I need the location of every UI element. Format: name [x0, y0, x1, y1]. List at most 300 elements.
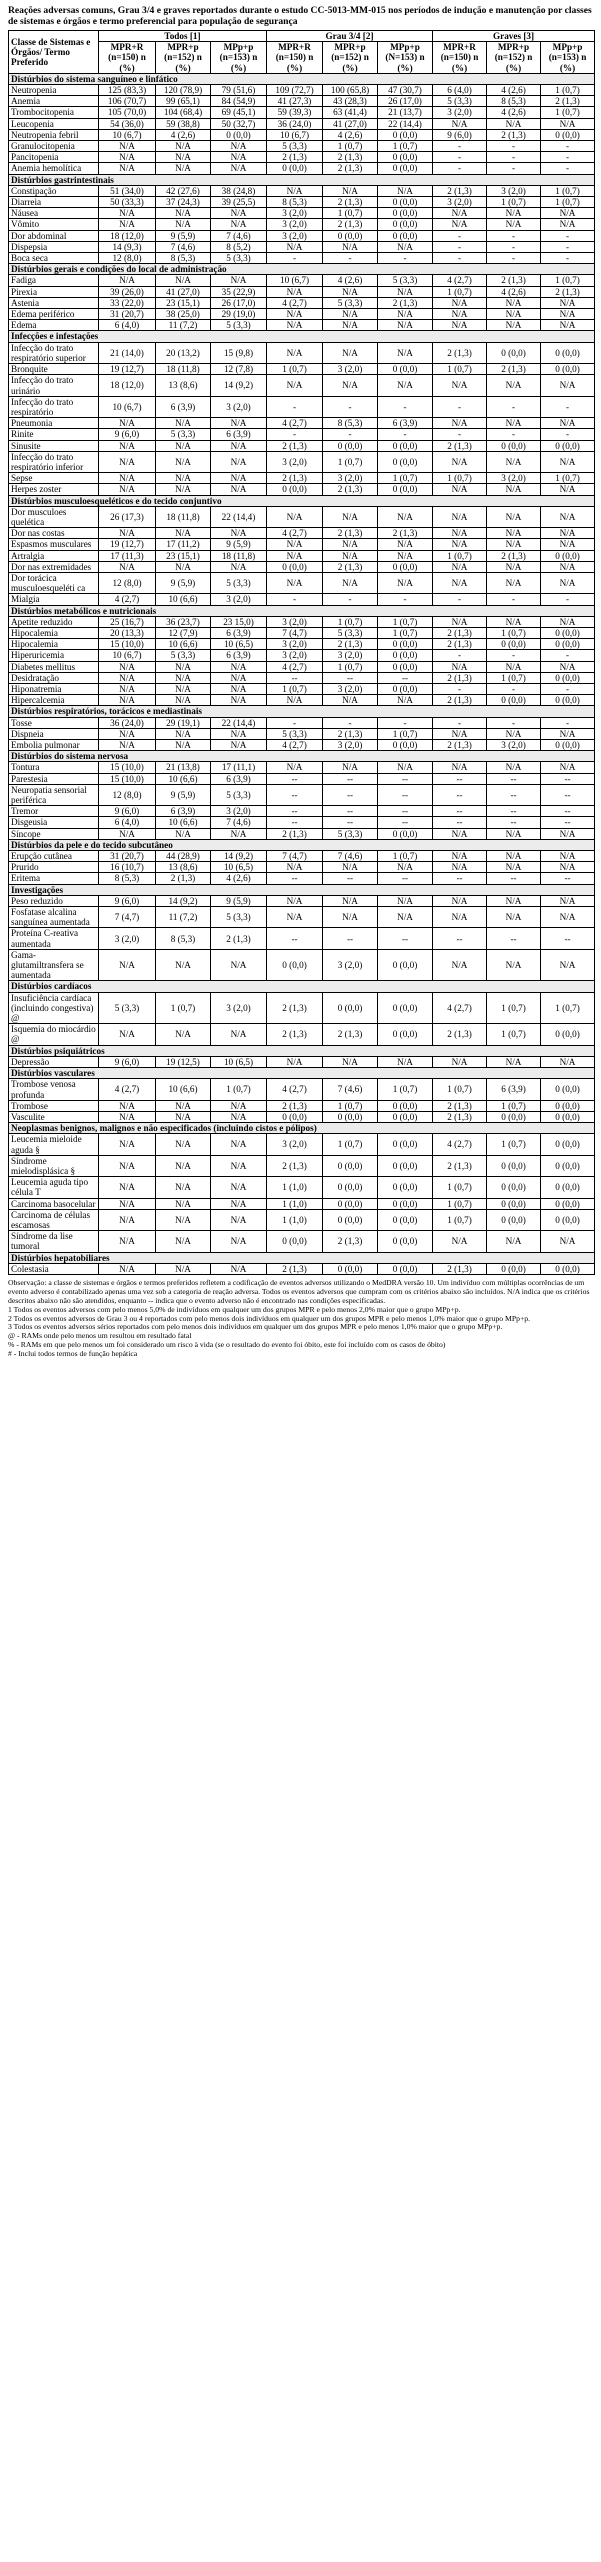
term-cell: Erupção cutânea [9, 851, 99, 862]
value-cell: 2 (1,3) [378, 528, 433, 539]
value-cell: 12 (8,0) [99, 253, 156, 264]
value-cell: -- [267, 672, 323, 683]
value-cell: N/A [99, 1177, 156, 1198]
value-cell: N/A [433, 118, 487, 129]
value-cell: -- [541, 873, 595, 884]
value-cell: -- [267, 773, 323, 784]
value-cell: 11 (7,2) [156, 907, 211, 928]
value-cell: - [541, 230, 595, 241]
value-cell: N/A [211, 683, 267, 694]
group-header-todos: Todos [1] [99, 31, 267, 42]
value-cell: 0 (0,0) [378, 197, 433, 208]
value-cell: N/A [323, 862, 378, 873]
value-cell: N/A [267, 506, 323, 527]
value-cell: 6 (3,9) [378, 418, 433, 429]
term-cell: Proteína C-reativa aumentada [9, 928, 99, 949]
value-cell: N/A [267, 907, 323, 928]
value-cell: N/A [487, 219, 541, 230]
value-cell: 1 (0,7) [211, 1079, 267, 1100]
value-cell: 1 (0,7) [541, 473, 595, 484]
value-cell: N/A [211, 1100, 267, 1111]
value-cell: 0 (0,0) [541, 1209, 595, 1230]
value-cell: 109 (72,7) [267, 85, 323, 96]
value-cell: - [487, 429, 541, 440]
value-cell: 2 (1,3) [323, 1231, 378, 1252]
value-cell: N/A [211, 1134, 267, 1155]
value-cell: N/A [378, 309, 433, 320]
value-cell: 36 (23,7) [156, 616, 211, 627]
value-cell: 0 (0,0) [378, 1134, 433, 1155]
value-cell: N/A [211, 275, 267, 286]
value-cell: N/A [156, 1231, 211, 1252]
value-cell: 2 (1,3) [433, 185, 487, 196]
value-cell: 31 (20,7) [99, 851, 156, 862]
value-cell: 1 (0,7) [487, 1024, 541, 1045]
value-cell: - [433, 253, 487, 264]
value-cell: 8 (5,2) [211, 241, 267, 252]
value-cell: 0 (0,0) [323, 1263, 378, 1274]
value-cell: N/A [378, 506, 433, 527]
value-cell: N/A [211, 484, 267, 495]
value-cell: 3 (2,0) [433, 107, 487, 118]
value-cell: 2 (1,3) [541, 96, 595, 107]
value-cell: - [433, 650, 487, 661]
value-cell: N/A [211, 141, 267, 152]
term-cell: Hiperuricemia [9, 650, 99, 661]
value-cell: N/A [323, 241, 378, 252]
term-cell: Dor nas extremidades [9, 561, 99, 572]
value-cell: - [433, 683, 487, 694]
value-cell: -- [323, 873, 378, 884]
value-cell: 0 (0,0) [541, 364, 595, 375]
value-cell: N/A [378, 539, 433, 550]
value-cell: N/A [211, 219, 267, 230]
value-cell: 125 (83,3) [99, 85, 156, 96]
value-cell: 2 (1,3) [323, 639, 378, 650]
value-cell: 5 (3,3) [378, 275, 433, 286]
value-cell: N/A [487, 561, 541, 572]
term-cell: Neutropenia febril [9, 129, 99, 140]
value-cell: N/A [211, 440, 267, 451]
value-cell: 23 15,0) [211, 616, 267, 627]
value-cell: 51 (34,0) [99, 185, 156, 196]
value-cell: - [487, 163, 541, 174]
footnote: 2 Todos os eventos adversos de Grau 3 ou 4 reportados com pelo menos dois indivíduos em qualquer um dos grupos MPR e pelo menos 1,0% maior que o grupo MPp+p. [8, 1313, 531, 1323]
value-cell: 15 (10,0) [99, 773, 156, 784]
value-cell: 18 (12,0) [99, 230, 156, 241]
value-cell: - [323, 594, 378, 605]
value-cell: N/A [156, 141, 211, 152]
value-cell: N/A [156, 661, 211, 672]
value-cell: 41 (27,0) [323, 118, 378, 129]
value-cell: 12 (7,8) [211, 364, 267, 375]
value-cell: N/A [156, 208, 211, 219]
term-cell: Parestesia [9, 773, 99, 784]
table-header [9, 31, 595, 74]
value-cell: 3 (2,0) [99, 928, 156, 949]
table-row [9, 1100, 595, 1111]
value-cell: N/A [211, 661, 267, 672]
term-cell: Bronquite [9, 364, 99, 375]
term-cell: Diabetes mellitus [9, 661, 99, 672]
value-cell: 0 (0,0) [378, 364, 433, 375]
value-cell: N/A [487, 616, 541, 627]
value-cell: 25 (16,7) [99, 616, 156, 627]
value-cell: 2 (1,3) [433, 1100, 487, 1111]
value-cell: -- [433, 806, 487, 817]
value-cell: N/A [99, 683, 156, 694]
value-cell: - [323, 396, 378, 417]
term-cell: Trombocitopenia [9, 107, 99, 118]
value-cell: 3 (2,0) [267, 639, 323, 650]
value-cell: 0 (0,0) [323, 1111, 378, 1122]
value-cell: 0 (0,0) [378, 484, 433, 495]
footnote: 3 Todos os eventos adversos sérios reportados com pelo menos dois indivíduos em qualquer um dos grupos MPR e pelo menos 1,0% maior que o grupo MPp+p. [8, 1322, 503, 1332]
value-cell: - [323, 429, 378, 440]
table-row [9, 740, 595, 751]
section-row [9, 73, 595, 84]
term-cell: Boca seca [9, 253, 99, 264]
value-cell: N/A [487, 1056, 541, 1067]
value-cell: 2 (1,3) [267, 1263, 323, 1274]
value-cell: 22 (14,4) [211, 506, 267, 527]
table-row [9, 1111, 595, 1122]
value-cell: N/A [211, 418, 267, 429]
table-row [9, 152, 595, 163]
term-cell: Edema periférico [9, 309, 99, 320]
table-title: Reações adversas comuns, Grau 3/4 e graves reportados durante o estudo CC-5013-MM-015 nos períodos de indução e manutenção por classes de sistemas e órgãos e termo preferencial para população de segurança [8, 5, 592, 27]
value-cell: -- [541, 773, 595, 784]
value-cell: -- [323, 817, 378, 828]
value-cell: 5 (3,3) [323, 297, 378, 308]
value-cell: 19 (12,5) [156, 1056, 211, 1067]
value-cell: 19 (12,7) [99, 364, 156, 375]
value-cell: N/A [267, 539, 323, 550]
value-cell: 0 (0,0) [378, 992, 433, 1024]
term-cell: Anemia hemolítica [9, 163, 99, 174]
value-cell: N/A [99, 740, 156, 751]
table-row [9, 320, 595, 331]
value-cell: 2 (1,3) [487, 129, 541, 140]
value-cell: 6 (3,9) [487, 1079, 541, 1100]
value-cell: N/A [211, 828, 267, 839]
value-cell: - [541, 396, 595, 417]
value-cell: 16 (10,7) [99, 862, 156, 873]
value-cell: 5 (3,3) [156, 650, 211, 661]
value-cell: 0 (0,0) [323, 1198, 378, 1209]
value-cell: 2 (1,3) [433, 695, 487, 706]
value-cell: 2 (1,3) [267, 1024, 323, 1045]
value-cell: N/A [541, 118, 595, 129]
value-cell: 10 (6,6) [156, 1079, 211, 1100]
value-cell: N/A [541, 320, 595, 331]
value-cell: 5 (3,3) [267, 141, 323, 152]
table-row [9, 1198, 595, 1209]
value-cell: 1 (0,7) [541, 275, 595, 286]
value-cell: 5 (3,3) [323, 627, 378, 638]
value-cell: 0 (0,0) [378, 1231, 433, 1252]
value-cell: 0 (0,0) [541, 342, 595, 363]
value-cell: 1 (0,7) [323, 208, 378, 219]
column-header: MPR+R (n=150) n (%) [267, 42, 323, 74]
value-cell: N/A [211, 451, 267, 472]
value-cell: 1 (0,7) [433, 1198, 487, 1209]
value-cell: 41 (27,3) [267, 96, 323, 107]
term-cell: Trombose venosa profunda [9, 1079, 99, 1100]
value-cell: 1 (0,7) [378, 851, 433, 862]
term-cell: Hiponatremia [9, 683, 99, 694]
value-cell: N/A [541, 862, 595, 873]
value-cell: N/A [156, 561, 211, 572]
value-cell: 2 (1,3) [267, 1155, 323, 1176]
value-cell: - [267, 253, 323, 264]
value-cell: -- [378, 773, 433, 784]
term-cell: Infecção do trato respiratório [9, 396, 99, 417]
value-cell: N/A [487, 320, 541, 331]
value-cell: -- [267, 817, 323, 828]
value-cell: 0 (0,0) [487, 639, 541, 650]
value-cell: N/A [433, 539, 487, 550]
table-row [9, 1024, 595, 1045]
value-cell: N/A [211, 695, 267, 706]
footnote: # - Inclui todos termos de função hepática [8, 1349, 138, 1359]
value-cell: -- [378, 806, 433, 817]
value-cell: N/A [433, 297, 487, 308]
value-cell: N/A [323, 185, 378, 196]
value-cell: 23 (15,1) [156, 297, 211, 308]
value-cell: 10 (6,7) [99, 650, 156, 661]
value-cell: -- [541, 928, 595, 949]
value-cell: - [433, 241, 487, 252]
section-title: Distúrbios musculoesqueléticos e do tecido conjuntivo [9, 495, 595, 506]
value-cell: N/A [267, 762, 323, 773]
value-cell: 9 (5,9) [156, 572, 211, 593]
value-cell: 5 (3,3) [211, 320, 267, 331]
value-cell: 54 (36,0) [99, 118, 156, 129]
value-cell: N/A [487, 539, 541, 550]
value-cell: 1 (0,7) [267, 683, 323, 694]
value-cell: 5 (3,3) [211, 907, 267, 928]
term-cell: Eritema [9, 873, 99, 884]
value-cell: 2 (1,3) [323, 152, 378, 163]
value-cell: -- [433, 928, 487, 949]
value-cell: 21 (13,8) [156, 762, 211, 773]
table-row [9, 286, 595, 297]
value-cell: N/A [433, 661, 487, 672]
value-cell: - [323, 253, 378, 264]
section-row [9, 839, 595, 850]
value-cell: - [541, 429, 595, 440]
value-cell: 0 (0,0) [541, 627, 595, 638]
value-cell: - [267, 717, 323, 728]
value-cell: 9 (5,9) [211, 539, 267, 550]
value-cell: 2 (1,3) [267, 828, 323, 839]
value-cell: N/A [433, 851, 487, 862]
value-cell: N/A [433, 572, 487, 593]
value-cell: N/A [99, 1198, 156, 1209]
value-cell: 1 (0,7) [267, 364, 323, 375]
footnote: 1 Todos os eventos adversos com pelo menos 5,0% de indivíduos em qualquer um dos grupos MPR e pelo menos 2,0% maior que o grupo MPp+p. [8, 1304, 461, 1314]
term-cell: Dor musculoes quelética [9, 506, 99, 527]
table-row [9, 572, 595, 593]
value-cell: - [487, 141, 541, 152]
table-row [9, 1231, 595, 1252]
value-cell: N/A [156, 672, 211, 683]
value-cell: - [487, 396, 541, 417]
value-cell: 0 (0,0) [378, 661, 433, 672]
table-row [9, 208, 595, 219]
value-cell: N/A [156, 440, 211, 451]
term-cell: Síncope [9, 828, 99, 839]
value-cell: N/A [487, 528, 541, 539]
group-header-graves: Graves [3] [433, 31, 595, 42]
value-cell: 3 (2,0) [267, 219, 323, 230]
value-cell: 29 (19,0) [211, 309, 267, 320]
value-cell: 10 (6,7) [267, 275, 323, 286]
value-cell: 0 (0,0) [487, 1263, 541, 1274]
value-cell: 0 (0,0) [378, 1100, 433, 1111]
value-cell: 0 (0,0) [323, 1177, 378, 1198]
value-cell: N/A [99, 1231, 156, 1252]
value-cell: 31 (20,7) [99, 309, 156, 320]
value-cell: 1 (0,7) [156, 992, 211, 1024]
value-cell: - [487, 650, 541, 661]
value-cell: 3 (2,0) [267, 650, 323, 661]
value-cell: 0 (0,0) [267, 949, 323, 981]
value-cell: 0 (0,0) [541, 1155, 595, 1176]
value-cell: 0 (0,0) [267, 1231, 323, 1252]
value-cell: N/A [433, 418, 487, 429]
value-cell: 12 (8,0) [99, 572, 156, 593]
column-header: MPR+p (n=152) n (%) [487, 42, 541, 74]
table-row [9, 96, 595, 107]
value-cell: 6 (3,9) [211, 773, 267, 784]
value-cell: 20 (13,3) [99, 627, 156, 638]
value-cell: 0 (0,0) [487, 1155, 541, 1176]
term-cell: Tontura [9, 762, 99, 773]
value-cell: N/A [156, 1177, 211, 1198]
value-cell: 4 (2,7) [267, 297, 323, 308]
value-cell: N/A [99, 1134, 156, 1155]
value-cell: 0 (0,0) [487, 695, 541, 706]
value-cell: 3 (2,0) [211, 806, 267, 817]
value-cell: - [433, 163, 487, 174]
value-cell: N/A [378, 895, 433, 906]
value-cell: N/A [541, 208, 595, 219]
value-cell: N/A [99, 275, 156, 286]
value-cell: N/A [433, 1056, 487, 1067]
value-cell: 1 (0,7) [323, 616, 378, 627]
section-title: Distúrbios cardíacos [9, 981, 595, 992]
value-cell: 6 (3,9) [156, 396, 211, 417]
value-cell: N/A [267, 309, 323, 320]
value-cell: N/A [211, 672, 267, 683]
value-cell: 2 (1,3) [323, 197, 378, 208]
table-row [9, 129, 595, 140]
section-title: Distúrbios do sistema nervosa [9, 751, 595, 762]
value-cell: N/A [267, 320, 323, 331]
value-cell: N/A [487, 375, 541, 396]
section-row [9, 1252, 595, 1263]
value-cell: 17 (11,1) [211, 762, 267, 773]
value-cell: - [433, 230, 487, 241]
table-row [9, 928, 595, 949]
value-cell: N/A [156, 219, 211, 230]
value-cell: 0 (0,0) [541, 639, 595, 650]
value-cell: 0 (0,0) [487, 440, 541, 451]
value-cell: 2 (1,3) [323, 484, 378, 495]
value-cell: 0 (0,0) [541, 550, 595, 561]
value-cell: N/A [99, 440, 156, 451]
term-cell: Desidratação [9, 672, 99, 683]
term-cell: Infecção do trato urinário [9, 375, 99, 396]
value-cell: 0 (0,0) [378, 208, 433, 219]
value-cell: 7 (4,6) [323, 851, 378, 862]
value-cell: 10 (6,5) [211, 862, 267, 873]
value-cell: 3 (2,0) [267, 208, 323, 219]
value-cell: 4 (2,7) [267, 661, 323, 672]
value-cell: 1 (0,7) [487, 992, 541, 1024]
value-cell: - [487, 230, 541, 241]
value-cell: 36 (24,0) [99, 717, 156, 728]
value-cell: N/A [156, 1209, 211, 1230]
value-cell: 100 (65,8) [323, 85, 378, 96]
value-cell: - [541, 253, 595, 264]
value-cell: 7 (4,6) [156, 241, 211, 252]
value-cell: N/A [156, 695, 211, 706]
value-cell: N/A [99, 661, 156, 672]
value-cell: 0 (0,0) [378, 440, 433, 451]
column-header: MPp+p (N=153) n (%) [378, 42, 433, 74]
value-cell: 13 (8,6) [156, 375, 211, 396]
value-cell: 22 (14,4) [211, 717, 267, 728]
table-row [9, 594, 595, 605]
value-cell: 2 (1,3) [323, 219, 378, 230]
value-cell: N/A [99, 418, 156, 429]
value-cell: 0 (0,0) [378, 650, 433, 661]
value-cell: N/A [99, 163, 156, 174]
value-cell: 0 (0,0) [541, 1079, 595, 1100]
value-cell: -- [541, 817, 595, 828]
value-cell: -- [378, 784, 433, 805]
term-cell: Infecção do trato respiratório inferior [9, 451, 99, 472]
value-cell: 1 (0,7) [541, 85, 595, 96]
value-cell: 1 (0,7) [378, 728, 433, 739]
value-cell: - [378, 253, 433, 264]
value-cell: 0 (0,0) [378, 1177, 433, 1198]
value-cell: - [433, 396, 487, 417]
value-cell: 1 (0,7) [487, 627, 541, 638]
table-row [9, 1056, 595, 1067]
value-cell: N/A [433, 320, 487, 331]
value-cell: N/A [211, 728, 267, 739]
table-row [9, 375, 595, 396]
value-cell: 3 (2,0) [211, 992, 267, 1024]
value-cell: 1 (0,7) [433, 364, 487, 375]
value-cell: 12 (8,0) [99, 784, 156, 805]
value-cell: N/A [541, 484, 595, 495]
value-cell: 4 (2,7) [433, 1134, 487, 1155]
term-cell: Depressão [9, 1056, 99, 1067]
term-cell: Síndrome da lise tumoral [9, 1231, 99, 1252]
value-cell: N/A [99, 1263, 156, 1274]
table-row [9, 85, 595, 96]
value-cell: 0 (0,0) [323, 1209, 378, 1230]
value-cell: 0 (0,0) [378, 949, 433, 981]
value-cell: N/A [541, 297, 595, 308]
term-cell: Dor nas costas [9, 528, 99, 539]
value-cell: 3 (2,0) [267, 451, 323, 472]
